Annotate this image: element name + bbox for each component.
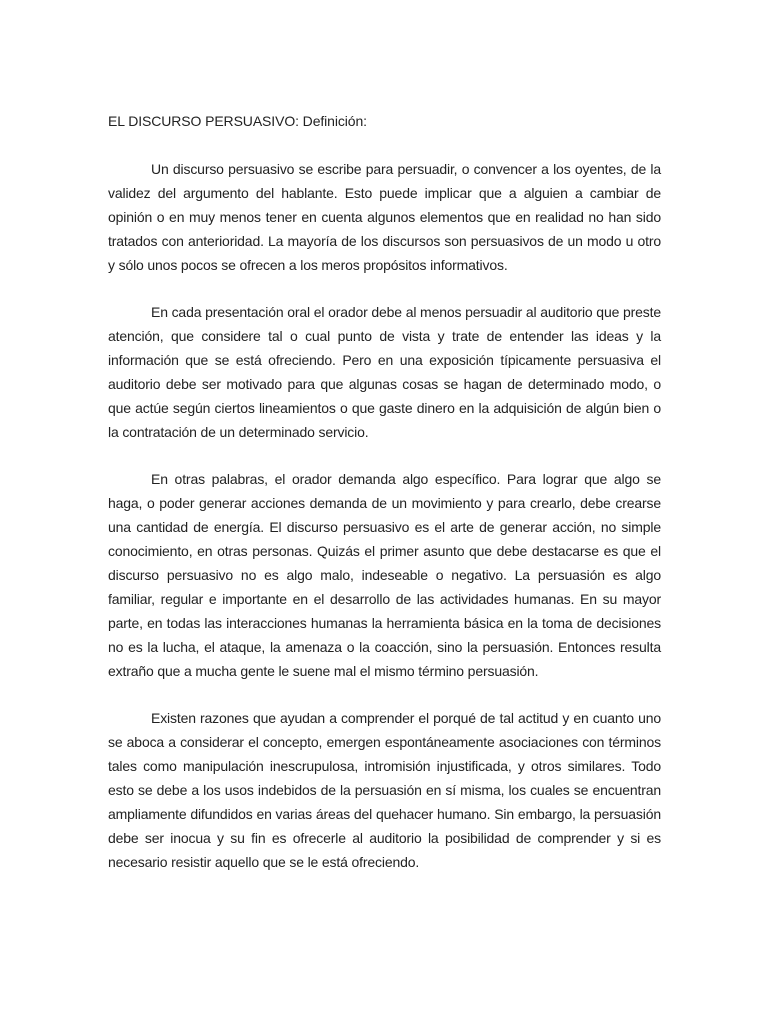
paragraph-generating-action: En otras palabras, el orador demanda algo específico. Para lograr que algo se haga, o poder generar acciones demanda de un movimiento y para crearlo, debe crearse una cantidad de energía. El discurso persuasivo es el arte de generar acción, no simple conocimiento, en otras personas. Quizás el primer asunto que debe destacarse es que el discurso persuasivo no es algo malo, indeseable o negativo. La persuasión es algo familiar, regular e importante en el desarrollo de las actividades humanas. En su mayor parte, en todas las interacciones humanas la herramienta básica en la toma de decisiones no es la lucha, el ataque, la amenaza o la coacción, sino la persuasión. Entonces resulta extraño que a mucha gente le suene mal el mismo término persuasión. xyxy=(108,471,661,679)
paragraph-oral-presentation: En cada presentación oral el orador debe al menos persuadir al auditorio que preste atención, que considere tal o cual punto de vista y trate de entender las ideas y la información que se está ofreciendo. Pero en una exposición típicamente persuasiva el auditorio debe ser motivado para que algunas cosas se hagan de determinado modo, o que actúe según ciertos lineamientos o que gaste dinero en la adquisición de algún bien o la contratación de un determinado servicio. xyxy=(108,304,661,440)
document-page xyxy=(108,109,661,874)
paragraph-definition: Un discurso persuasivo se escribe para persuadir, o convencer a los oyentes, de la validez del argumento del hablante. Esto puede implicar que a alguien a cambiar de opinión o en muy menos tener en cuenta algunos elementos que en realidad no han sido tratados con anterioridad. La mayoría de los discursos son persuasivos de un modo u otro y sólo unos pocos se ofrecen a los meros propósitos informativos. xyxy=(108,161,661,273)
document-title: EL DISCURSO PERSUASIVO: Definición: xyxy=(108,113,367,129)
paragraph-misuse-of-persuasion: Existen razones que ayudan a comprender el porqué de tal actitud y en cuanto uno se aboca a considerar el concepto, emergen espontáneamente asociaciones con términos tales como manipulación inescrupulosa, intromisión injustificada, y otros similares. Todo esto se debe a los usos indebidos de la persuasión en sí misma, los cuales se encuentran ampliamente difundidos en varias áreas del quehacer humano. Sin embargo, la persuasión debe ser inocua y su fin es ofrecerle al auditorio la posibilidad de comprender y si es necesario resistir aquello que se le está ofreciendo. xyxy=(108,710,661,870)
